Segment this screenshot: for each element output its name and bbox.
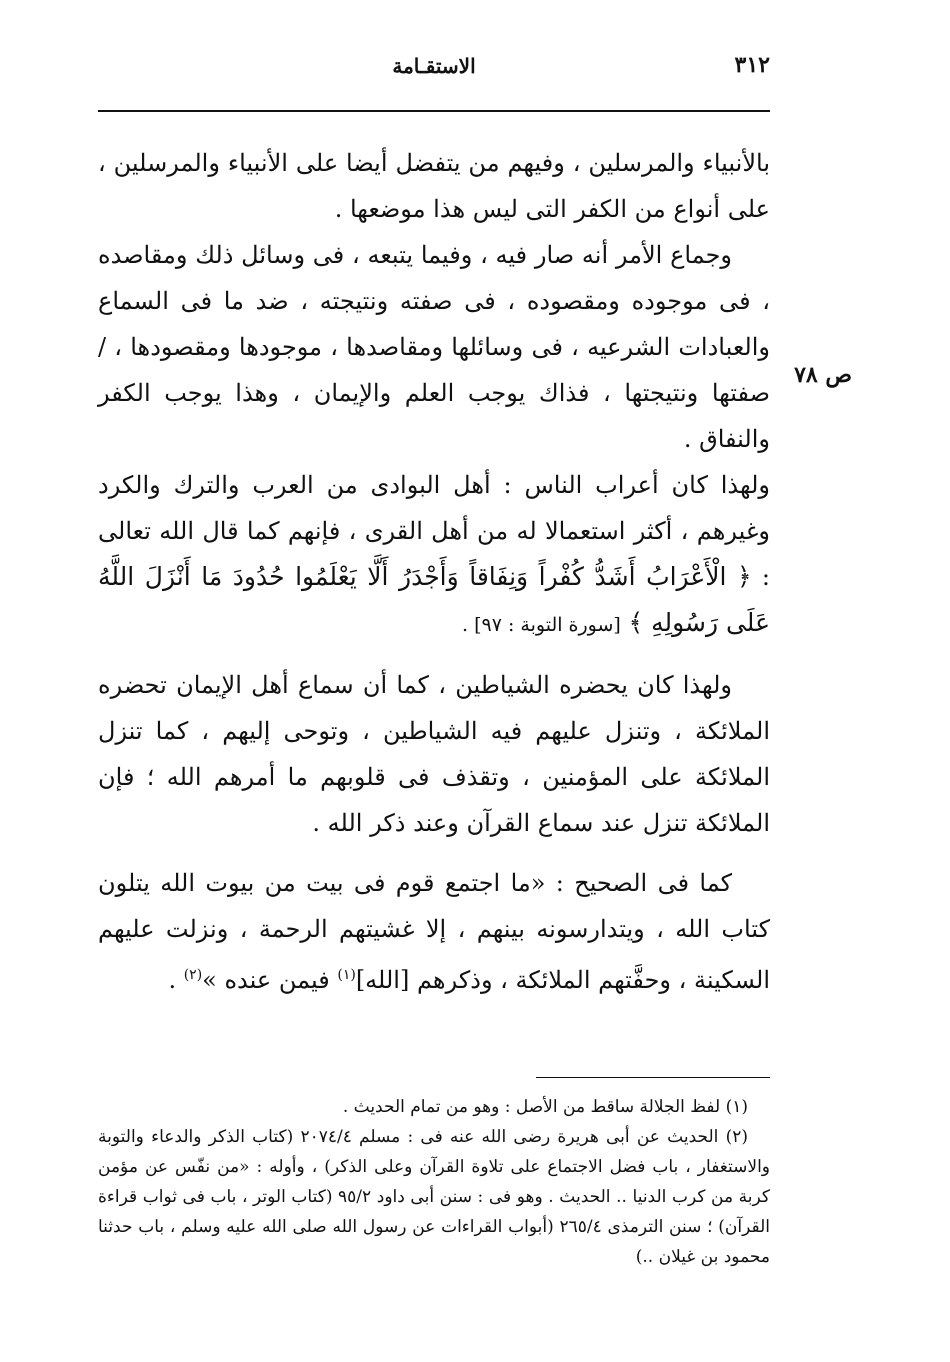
page-header <box>98 52 770 92</box>
footnotes <box>98 1092 770 1272</box>
hadith-tail: فيمن عنده » <box>202 966 338 994</box>
paragraph-3 <box>98 462 770 648</box>
hadith-end: . <box>168 966 184 994</box>
paragraph-4: ولهذا كان يحضره الشياطين ، كما أن سماع أهل الإيمان تحضره الملائكة ، وتنزل عليهم فيه الشياطين ، وتوحى إليهم ، كما تنزل الملائكة على المؤمنين ، وتقذف فى قلوبهم ما أمرهم الله ؛ فإن الملائكة تنزل عند سماع القرآن وعند ذكر الله . <box>98 671 770 837</box>
surah-reference: [سورة التوبة : ٩٧] . <box>462 614 621 636</box>
main-text <box>98 140 770 1003</box>
footnote-marker-2[interactable]: (٢) <box>183 967 203 983</box>
paragraph-5 <box>98 860 770 1003</box>
footnote-1: (١) لفظ الجلالة ساقط من الأصل : وهو من تمام الحديث . <box>342 1097 748 1117</box>
paragraph-2: وجماع الأمر أنه صار فيه ، وفيما يتبعه ، فى وسائل ذلك ومقاصده ، فى موجوده ومقصوده ، فى صفته ونتيجته ، ضد ما فى السماع والعبادات الشرعيه ، فى وسائلها ومقاصدها ، موجودها ومقصودها ، /صفتها ونتيجتها ، فذاك يوجب العلم والإيمان ، وهذا يوجب الكفر والنفاق . <box>98 241 770 453</box>
running-title: الاستقـامة <box>392 54 476 78</box>
hadith-text: كما فى الصحيح : «ما اجتمع قوم فى بيت من بيوت الله يتلون كتاب الله ، ويتدارسونه بينهم ، إلا غشيتهم الرحمة ، ونزلت عليهم السكينة ، وحفَّتهم الملائكة ، وذكرهم [الله] <box>98 869 770 994</box>
footnote-marker-1[interactable]: (١) <box>337 967 356 983</box>
header-divider <box>98 110 770 112</box>
page-number: ٣١٢ <box>734 52 770 78</box>
paragraph-1: بالأنبياء والمرسلين ، وفيهم من يتفضل أيضا على الأنبياء والمرسلين ، على أنواع من الكفر التى ليس هذا موضعها . <box>98 149 770 223</box>
quran-verse: ﴿ الْأَعْرَابُ أَشَدُّ كُفْراً وَنِفَاقاً وَأَجْدَرُ أَلَّا يَعْلَمُوا حُدُودَ مَا أَنْزَلَ اللَّهُ عَلَى رَسُولِهِ ﴾ <box>98 562 770 637</box>
footnote-divider <box>536 1077 770 1078</box>
margin-page-reference: ص ٧٨ <box>794 362 852 388</box>
paragraph-3-intro: ولهذا كان أعراب الناس : أهل البوادى من العرب والترك والكرد وغيرهم ، أكثر استعمالا له من أهل القرى ، فإنهم كما قال الله تعالى : <box>98 471 770 591</box>
footnote-2: (٢) الحديث عن أبى هريرة رضى الله عنه فى : مسلم ٢٠٧٤/٤ (كتاب الذكر والدعاء والتوبة والاستغفار ، باب فضل الاجتماع على تلاوة القرآن وعلى الذكر) ، وأوله : «من نفّس عن مؤمن كربة من كرب الدنيا .. الحديث . وهو فى : سنن أبى داود ٩٥/٢ (كتاب الوتر ، باب فى ثواب قراءة القرآن) ؛ سنن الترمذى ٢٦٥/٤ (أبواب القراءات عن رسول الله صلى الله عليه وسلم ، باب حدثنا محمود بن غيلان ..) <box>98 1127 771 1267</box>
